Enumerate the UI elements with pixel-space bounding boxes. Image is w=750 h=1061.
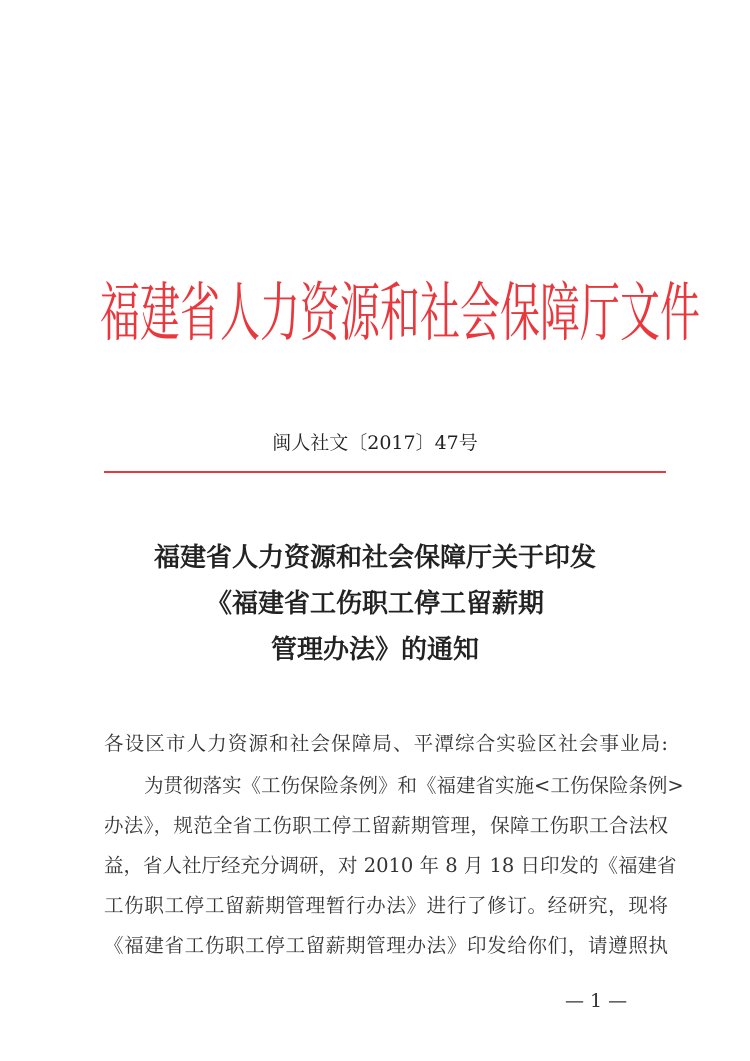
red-divider: [104, 471, 666, 473]
document-number: 闽人社文〔2017〕47号: [272, 432, 478, 454]
recipient-line: 各设区市人力资源和社会保障局、平潭综合实验区社会事业局:: [104, 732, 668, 755]
title-line: 福建省人力资源和社会保障厅关于印发: [153, 543, 596, 573]
title-line: 管理办法》的通知: [270, 635, 479, 665]
body-line: 《福建省工伤职工停工留薪期管理办法》印发给你们，请遵照执: [104, 934, 668, 957]
title-line: 《福建省工伤职工停工留薪期: [205, 589, 544, 619]
body-line: 益，省人社厅经充分调研，对 2010 年 8 月 18 日印发的《福建省: [104, 854, 677, 877]
issuer-header: 福建省人力资源和社会保障厅文件: [100, 277, 700, 351]
body-line: 为贯彻落实《工伤保险条例》和《福建省实施<工伤保险条例>: [144, 774, 684, 797]
page-number: — 1 —: [565, 990, 628, 1012]
document-title: [0, 535, 750, 673]
body-line: 工伤职工停工留薪期管理暂行办法》进行了修订。经研究，现将: [104, 894, 668, 917]
body-line: 办法》，规范全省工伤职工停工留薪期管理，保障工伤职工合法权: [104, 814, 668, 837]
